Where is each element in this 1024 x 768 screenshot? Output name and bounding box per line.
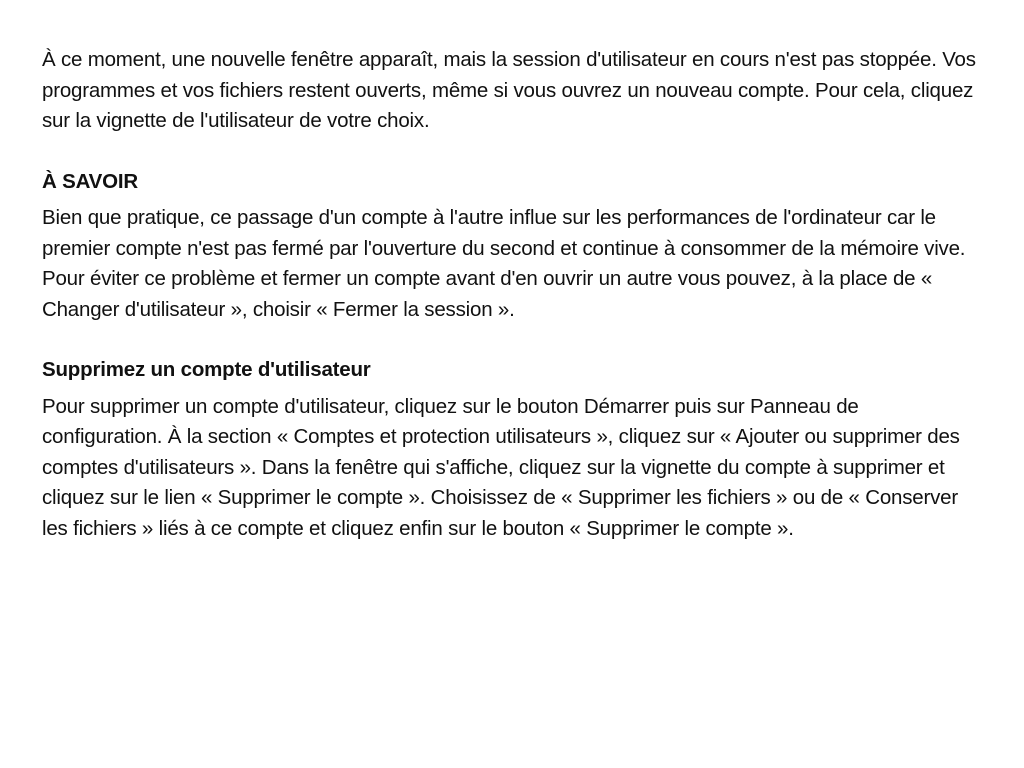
delete-account-paragraph: Pour supprimer un compte d'utilisateur, cliquez sur le bouton Démarrer puis sur Panneau de configuration. À la section « Comptes et protection utilisateurs », cliquez sur « Ajouter ou supprimer des comptes d'utilisateurs ». Dans la fenêtre qui s'affiche, cliquez sur la vignette du compte à supprimer et cliquez sur le lien « Supprimer le compte ». Choisissez de « Supprimer les fichiers » ou de « Conserver les fichiers » liés à ce compte et cliquez enfin sur le bouton « Supprimer le compte ».	[42, 394, 960, 540]
savoir-heading: À SAVOIR	[42, 169, 138, 193]
slide-content	[42, 45, 982, 544]
delete-account-heading: Supprimez un compte d'utilisateur	[42, 358, 371, 381]
intro-paragraph: À ce moment, une nouvelle fenêtre apparaît, mais la session d'utilisateur en cours n'est pas stoppée. Vos programmes et vos fichiers restent ouverts, même si vous ouvrez un nouveau compte. Pour cela, cliquez sur la vignette de l'utilisateur de votre choix.	[42, 48, 976, 132]
savoir-paragraph: Bien que pratique, ce passage d'un compte à l'autre influe sur les performances de l'ordinateur car le premier compte n'est pas fermé par l'ouverture du second et continue à consommer de la mémoire vive. Pour éviter ce problème et fermer un compte avant d'en ouvrir un autre vous pouvez, à la place de « Changer d'utilisateur », choisir « Fermer la session ».	[42, 206, 966, 321]
